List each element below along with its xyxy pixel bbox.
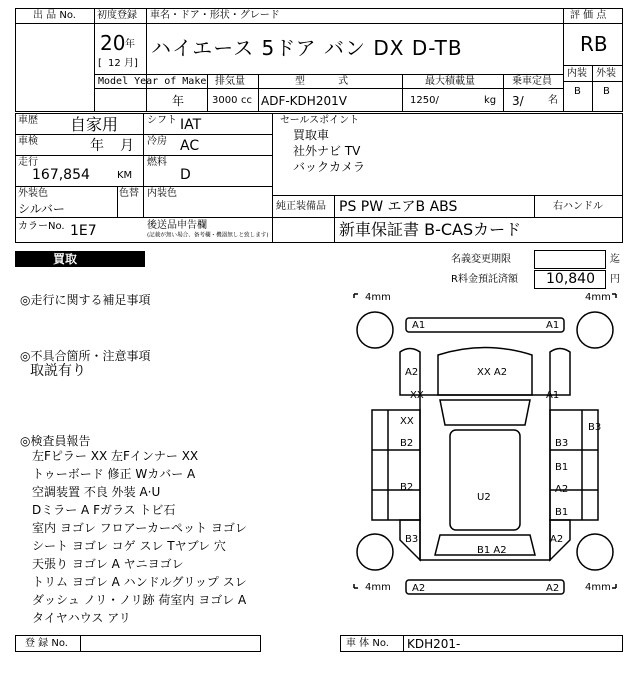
overall-score: RB bbox=[580, 32, 608, 56]
capacity: 3/ bbox=[512, 94, 524, 108]
fuel-label: 燃料 bbox=[147, 157, 167, 168]
inspector-line: タイヤハウス アリ bbox=[32, 611, 131, 625]
inspector-line: 天張り ヨゴレ A ヤニヨゴレ bbox=[32, 557, 184, 571]
selling-item: 社外ナビ TV bbox=[293, 144, 361, 158]
selling-label: セールスポイント bbox=[280, 115, 360, 126]
year-unit: 年 bbox=[125, 39, 135, 50]
capacity-unit: 名 bbox=[548, 95, 558, 106]
lot-label: 出 品 No. bbox=[33, 10, 76, 21]
inspector-line: シート ヨゴレ コゲ スレ Tヤブレ 穴 bbox=[32, 539, 226, 553]
door-left-top-code: XX bbox=[400, 416, 414, 427]
capacity-label: 乗車定員 bbox=[512, 76, 552, 87]
max-load-unit: kg bbox=[484, 95, 497, 106]
equipment-label: 純正装備品 bbox=[276, 201, 326, 212]
shift-value: IAT bbox=[180, 117, 202, 133]
tire-tl-label: 4mm bbox=[365, 292, 391, 303]
first-reg-month: 12 bbox=[108, 58, 121, 69]
inspector-line: 空調装置 不良 外装 A·U bbox=[32, 485, 161, 499]
inspector-line: Dミラー A Fガラス トビ石 bbox=[32, 503, 176, 517]
color-code-label: カラーNo. bbox=[18, 221, 65, 232]
fender-left-code: A2 bbox=[405, 367, 419, 378]
inspector-line: トゥーボード 修正 Wカバー A bbox=[32, 467, 196, 481]
inspector-label: ◎検査員報告 bbox=[20, 434, 91, 448]
tire-br-label: 4mm bbox=[585, 582, 611, 593]
tire-bl-label: 4mm bbox=[365, 582, 391, 593]
ext-color-label: 外装色 bbox=[18, 188, 48, 199]
interior-score: B bbox=[574, 86, 581, 97]
model-label: 車名・ドア・形状・グレード bbox=[150, 10, 280, 21]
front-bumper-left-code: A1 bbox=[412, 320, 426, 331]
exterior-label: 外装 bbox=[596, 68, 616, 79]
int-color-label: 内装色 bbox=[147, 188, 177, 199]
side-right-b1-code: B1 bbox=[555, 507, 569, 518]
rear-bumper-right-code: A2 bbox=[546, 583, 560, 594]
inspector-line: 室内 ヨゴレ フロアーカーペット ヨゴレ bbox=[32, 521, 247, 535]
model-year-value: 年 bbox=[172, 94, 185, 108]
model-year-label: Model Year of Make bbox=[98, 76, 207, 87]
mileage-value: 167,854 bbox=[32, 167, 90, 183]
month-prefix: [ bbox=[98, 58, 102, 69]
ac-value: AC bbox=[180, 138, 200, 154]
rear-quarter-right-code: A2 bbox=[550, 534, 564, 545]
chassis-label: 車 体 No. bbox=[346, 638, 389, 649]
side-right-a2-code: A2 bbox=[555, 484, 569, 495]
front-bumper-right-code: A1 bbox=[546, 320, 560, 331]
fuel-value: D bbox=[180, 167, 191, 183]
purchase-tag-label: 買取 bbox=[53, 252, 78, 266]
selling-item: バックカメラ bbox=[293, 160, 366, 174]
name-change-box bbox=[534, 250, 606, 269]
roof-code: U2 bbox=[477, 492, 491, 503]
exterior-score: B bbox=[603, 86, 610, 97]
month-unit: 月] bbox=[124, 58, 138, 69]
selling-item: 買取車 bbox=[293, 128, 330, 142]
inspection-label: 車検 bbox=[18, 136, 38, 147]
tire-tr-label: 4mm bbox=[585, 292, 611, 303]
max-load: 1250/ bbox=[410, 95, 439, 106]
rear-bumper-left-code: A2 bbox=[412, 583, 426, 594]
pillar-left-code: XX bbox=[410, 390, 424, 401]
handle-side: 右ハンドル bbox=[553, 201, 603, 212]
recycle-amount: 10,840 bbox=[546, 271, 595, 287]
rear-quarter-left-code: B3 bbox=[405, 534, 419, 545]
name-change-unit: 迄 bbox=[610, 254, 620, 265]
ext-color-value: シルバー bbox=[18, 202, 65, 216]
inspector-line: トリム ヨゴレ A ハンドルグリップ スレ bbox=[32, 575, 247, 589]
first-reg-label: 初度登録 bbox=[97, 10, 137, 21]
usage-label: 車歴 bbox=[18, 115, 38, 126]
name-change-label: 名義変更期限 bbox=[451, 254, 511, 265]
color-no-label: 色替 bbox=[119, 188, 139, 199]
defect-note: 取説有り bbox=[30, 363, 86, 379]
interior-label: 内装 bbox=[567, 68, 587, 79]
driving-label: ◎走行に関する補足事項 bbox=[20, 293, 151, 307]
displacement-label: 排気量 bbox=[215, 76, 245, 87]
aftermarket-label: 後送品申告欄 bbox=[147, 220, 207, 231]
color-code-value: 1E7 bbox=[70, 223, 97, 239]
ac-label: 冷房 bbox=[147, 136, 167, 147]
inspector-line: ダッシュ ノリ・ノリ跡 荷室内 ヨゴレ A bbox=[32, 593, 247, 607]
model-code: ADF-KDH201V bbox=[261, 94, 347, 108]
door-left-code: B2 bbox=[400, 438, 414, 449]
chassis-value: KDH201- bbox=[407, 637, 461, 651]
recycle-label: R料金預託済額 bbox=[451, 274, 518, 285]
aftermarket-note: (記載が無い場合、备考欄・機器無しと致します) bbox=[147, 232, 269, 239]
side-right-mid-code: B1 bbox=[555, 462, 569, 473]
recycle-unit: 円 bbox=[610, 274, 620, 285]
fender-right-code: A1 bbox=[546, 390, 560, 401]
first-reg-year: 20 bbox=[100, 31, 126, 55]
rear-left-code: B2 bbox=[400, 482, 414, 493]
max-load-label: 最大積載量 bbox=[425, 76, 475, 87]
usage-value: 自家用 bbox=[70, 115, 119, 134]
shift-label: シフト bbox=[147, 115, 177, 126]
mileage-unit: KM bbox=[117, 170, 133, 181]
inspector-line: 左Fピラー XX 左Fインナー XX bbox=[32, 449, 199, 463]
damage-diagram bbox=[350, 290, 620, 620]
mileage-label: 走行 bbox=[18, 157, 38, 168]
equipment-items: PS PW エアB ABS bbox=[339, 199, 458, 215]
displacement-unit: cc bbox=[241, 95, 252, 106]
inspection-month-unit: 月 bbox=[120, 138, 134, 154]
bonnet-code: XX A2 bbox=[477, 367, 508, 378]
side-right-edge-code: B3 bbox=[588, 422, 602, 433]
back-door-code: B1 A2 bbox=[477, 545, 507, 556]
purchase-tag bbox=[15, 251, 145, 267]
inspection-year-unit: 年 bbox=[90, 138, 104, 154]
reg-no-label: 登 録 No. bbox=[25, 638, 68, 649]
displacement: 3000 bbox=[212, 95, 238, 106]
model-code-label: 型 式 bbox=[295, 76, 349, 87]
grade-label: 評 価 点 bbox=[570, 10, 607, 21]
side-right-top-code: B3 bbox=[555, 438, 569, 449]
warranty-text: 新車保証書 B-CASカード bbox=[339, 220, 522, 239]
defect-label: ◎不具合箇所・注意事項 bbox=[20, 349, 151, 363]
car-name: ハイエース 5ドア バン DX D-TB bbox=[151, 36, 463, 60]
